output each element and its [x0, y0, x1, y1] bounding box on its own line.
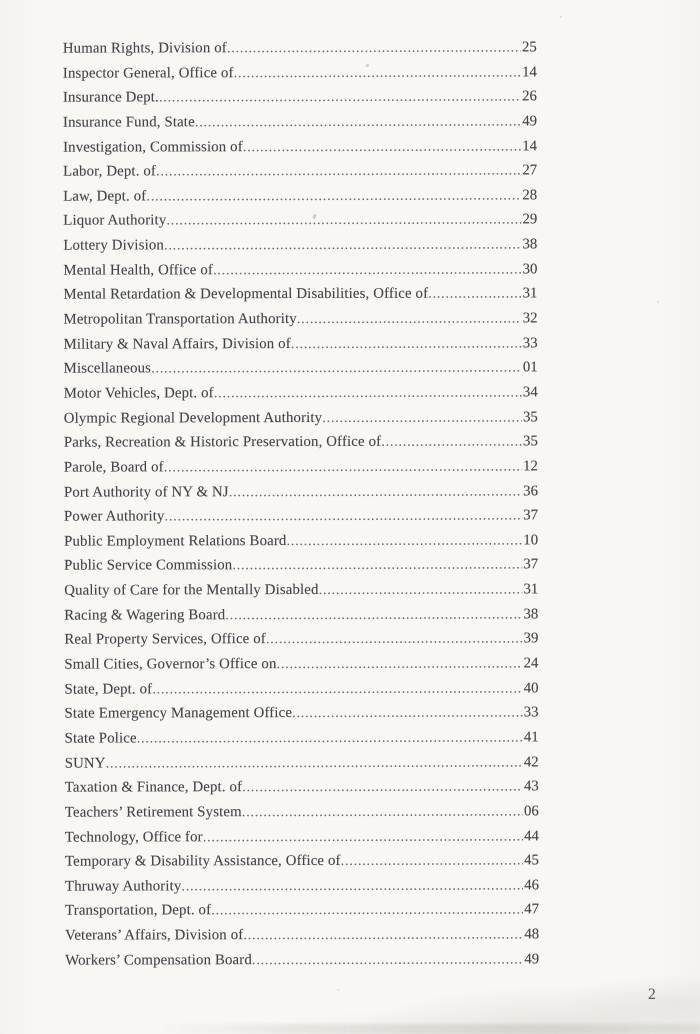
- dot-leader: [152, 676, 523, 702]
- toc-entry-title: Motor Vehicles, Dept. of: [63, 385, 214, 402]
- toc-entry-page: 49: [524, 951, 540, 968]
- toc-entry-title: Military & Naval Affairs, Division of: [63, 335, 291, 353]
- toc-entry-page: 37: [523, 507, 539, 524]
- dot-leader: [164, 233, 522, 259]
- dot-leader: [242, 799, 523, 824]
- toc-entry-title: Temporary & Disability Assistance, Office of: [64, 853, 341, 870]
- toc-entry-title: Power Authority: [64, 508, 165, 525]
- toc-entry: [63, 257, 537, 283]
- toc-entry-page: 30: [522, 261, 538, 278]
- toc-entry-title: Public Service Commission: [64, 557, 233, 575]
- toc-entry-page: 27: [522, 162, 538, 179]
- dot-leader: [156, 159, 521, 185]
- toc-entry-title: Veterans’ Affairs, Division of: [65, 927, 244, 944]
- toc-entry-title: Taxation & Finance, Dept. of: [64, 779, 243, 796]
- dot-leader: [195, 109, 521, 135]
- toc-entry: [64, 331, 538, 357]
- toc-entry-page: 38: [522, 236, 538, 253]
- toc-entry-title: Parole, Board of: [63, 459, 164, 476]
- toc-entry: [65, 750, 539, 776]
- toc-entry: [63, 60, 537, 86]
- toc-entry-title: Mental Retardation & Developmental Disabilities, Office of: [63, 286, 429, 304]
- toc-entry-page: 38: [523, 606, 539, 623]
- toc-entry: [64, 504, 538, 530]
- toc-entry: [64, 405, 538, 431]
- toc-entry-title: Racing & Wagering Board: [64, 606, 226, 624]
- toc-entry-title: Inspector General, Office of: [62, 64, 234, 82]
- toc-entry: [64, 627, 538, 653]
- table-of-contents: [63, 35, 539, 973]
- toc-entry-title: Insurance Fund, State: [62, 114, 195, 131]
- toc-entry-page: 26: [522, 88, 537, 105]
- dot-leader: [146, 183, 521, 209]
- dot-leader: [181, 873, 523, 899]
- dot-leader: [227, 35, 521, 60]
- dot-leader: [137, 725, 523, 751]
- dot-leader: [319, 578, 523, 603]
- toc-entry: [64, 602, 538, 628]
- toc-entry: [65, 701, 539, 727]
- toc-entry-page: 33: [522, 335, 538, 352]
- dot-leader: [225, 602, 522, 627]
- toc-entry: [65, 725, 539, 751]
- dot-leader: [266, 627, 523, 652]
- toc-entry: [63, 282, 537, 308]
- toc-entry-title: Parks, Recreation & Historic Preservation, Office of: [63, 434, 382, 451]
- toc-entry-page: 49: [522, 113, 538, 130]
- toc-entry: [63, 208, 537, 234]
- toc-entry: [63, 85, 537, 111]
- toc-entry-page: 35: [523, 433, 538, 450]
- scan-speck: [337, 989, 340, 991]
- dot-leader: [159, 85, 521, 111]
- toc-entry-page: 10: [523, 532, 539, 549]
- dot-leader: [106, 750, 523, 776]
- toc-entry: [64, 430, 538, 456]
- toc-entry-title: State, Dept. of: [64, 681, 153, 698]
- toc-entry-title: Olympic Regional Development Authority: [63, 409, 323, 427]
- dot-leader: [242, 775, 523, 800]
- dot-leader: [297, 306, 522, 331]
- toc-entry-title: Labor, Dept. of: [63, 163, 157, 180]
- toc-entry-page: 34: [522, 384, 538, 401]
- toc-entry: [65, 873, 539, 899]
- toc-entry-title: SUNY: [64, 755, 106, 772]
- toc-entry-title: Port Authority of NY & NJ: [63, 483, 229, 501]
- toc-entry-page: 43: [523, 778, 539, 795]
- toc-entry-page: 33: [523, 704, 539, 721]
- toc-entry-title: Transportation, Dept. of: [65, 902, 212, 920]
- toc-entry-page: 12: [523, 458, 538, 475]
- toc-entry: [65, 775, 539, 801]
- toc-entry-page: 01: [522, 359, 538, 376]
- toc-entry-page: 47: [524, 901, 540, 918]
- toc-entry: [64, 553, 538, 579]
- toc-entry-page: 40: [523, 680, 539, 697]
- toc-entry: [64, 356, 538, 382]
- dot-leader: [286, 528, 522, 553]
- toc-entry-page: 31: [522, 285, 538, 302]
- toc-entry-title: Small Cities, Governor’s Office on: [64, 656, 277, 673]
- toc-entry-page: 37: [523, 556, 539, 573]
- dot-leader: [166, 208, 521, 234]
- dot-leader: [243, 134, 522, 159]
- toc-entry: [65, 824, 539, 850]
- scan-speck: [366, 64, 369, 67]
- scan-speck: [657, 301, 659, 303]
- scan-speck: [560, 16, 562, 18]
- toc-entry-title: Technology, Office for: [64, 828, 203, 846]
- toc-entry-page: 41: [523, 729, 539, 746]
- dot-leader: [214, 380, 522, 405]
- dot-leader: [229, 479, 523, 504]
- dot-leader: [322, 405, 522, 430]
- toc-entry-title: Law, Dept. of: [63, 188, 147, 205]
- page-number: 2: [648, 986, 656, 1003]
- toc-entry: [64, 479, 538, 505]
- dot-leader: [252, 947, 524, 972]
- toc-entry-page: 14: [522, 137, 538, 154]
- toc-entry-title: Public Employment Relations Board: [64, 532, 287, 550]
- toc-entry: [64, 454, 538, 480]
- toc-entry-page: 36: [523, 482, 538, 499]
- dot-leader: [151, 356, 522, 382]
- toc-entry: [64, 528, 538, 554]
- toc-entry-page: 25: [521, 39, 537, 56]
- scan-edge-shadow: [150, 1024, 700, 1034]
- toc-entry-page: 31: [523, 581, 539, 598]
- toc-entry-title: Insurance Dept.: [62, 89, 159, 106]
- dot-leader: [291, 331, 522, 356]
- toc-entry-page: 45: [524, 852, 539, 869]
- dot-leader: [232, 553, 522, 578]
- toc-entry: [63, 306, 537, 332]
- toc-entry: [63, 35, 537, 61]
- dot-leader: [213, 257, 522, 282]
- toc-entry-page: 48: [524, 926, 540, 943]
- toc-entry-title: Quality of Care for the Mentally Disabled: [64, 582, 319, 599]
- toc-entry: [63, 183, 537, 209]
- toc-entry-page: 42: [523, 753, 539, 770]
- dot-leader: [341, 849, 524, 874]
- toc-entry-title: Human Rights, Division of: [62, 40, 227, 57]
- toc-entry-page: 39: [523, 630, 539, 647]
- toc-entry-title: Mental Health, Office of: [63, 261, 214, 279]
- toc-entry-title: Teachers’ Retirement System: [64, 804, 242, 821]
- toc-entry-title: Miscellaneous: [63, 360, 152, 377]
- toc-entry-page: 29: [522, 211, 538, 228]
- toc-entry-title: State Emergency Management Office: [64, 705, 293, 722]
- toc-entry-title: Investigation, Commission of: [63, 138, 243, 156]
- toc-entry: [65, 849, 539, 875]
- dot-leader: [203, 824, 523, 849]
- dot-leader: [164, 504, 522, 530]
- toc-entry-title: Liquor Authority: [63, 212, 167, 230]
- dot-leader: [428, 282, 522, 307]
- toc-entry-page: 44: [524, 827, 539, 844]
- toc-entry: [65, 898, 539, 924]
- toc-entry: [65, 922, 539, 948]
- toc-entry: [64, 577, 538, 603]
- dot-leader: [234, 60, 522, 85]
- toc-entry-page: 06: [523, 803, 539, 820]
- toc-entry-title: Lottery Division: [63, 237, 164, 254]
- toc-entry: [65, 799, 539, 825]
- toc-entry: [63, 109, 537, 135]
- toc-entry: [64, 380, 538, 406]
- dot-leader: [381, 430, 522, 455]
- toc-entry-page: 14: [522, 64, 537, 81]
- toc-entry-title: State Police: [64, 730, 137, 747]
- toc-entry-page: 28: [522, 187, 538, 204]
- toc-entry: [64, 676, 538, 702]
- toc-entry: [64, 651, 538, 677]
- toc-entry: [63, 159, 537, 185]
- dot-leader: [211, 898, 523, 923]
- dot-leader: [164, 454, 522, 480]
- toc-entry: [63, 233, 537, 259]
- toc-entry-title: Thruway Authority: [64, 878, 182, 895]
- toc-entry-title: Real Property Services, Office of: [64, 631, 266, 648]
- dot-leader: [276, 651, 522, 676]
- toc-entry: [63, 134, 537, 160]
- dot-leader: [243, 922, 523, 947]
- toc-entry-page: 32: [522, 310, 538, 327]
- toc-entry-title: Metropolitan Transportation Authority: [63, 311, 297, 328]
- dot-leader: [292, 701, 523, 726]
- toc-entry-page: 24: [523, 655, 539, 672]
- toc-entry: [65, 947, 539, 973]
- toc-entry-title: Workers’ Compensation Board: [65, 951, 252, 969]
- toc-entry-page: 46: [524, 877, 540, 894]
- toc-entry-page: 35: [522, 408, 538, 426]
